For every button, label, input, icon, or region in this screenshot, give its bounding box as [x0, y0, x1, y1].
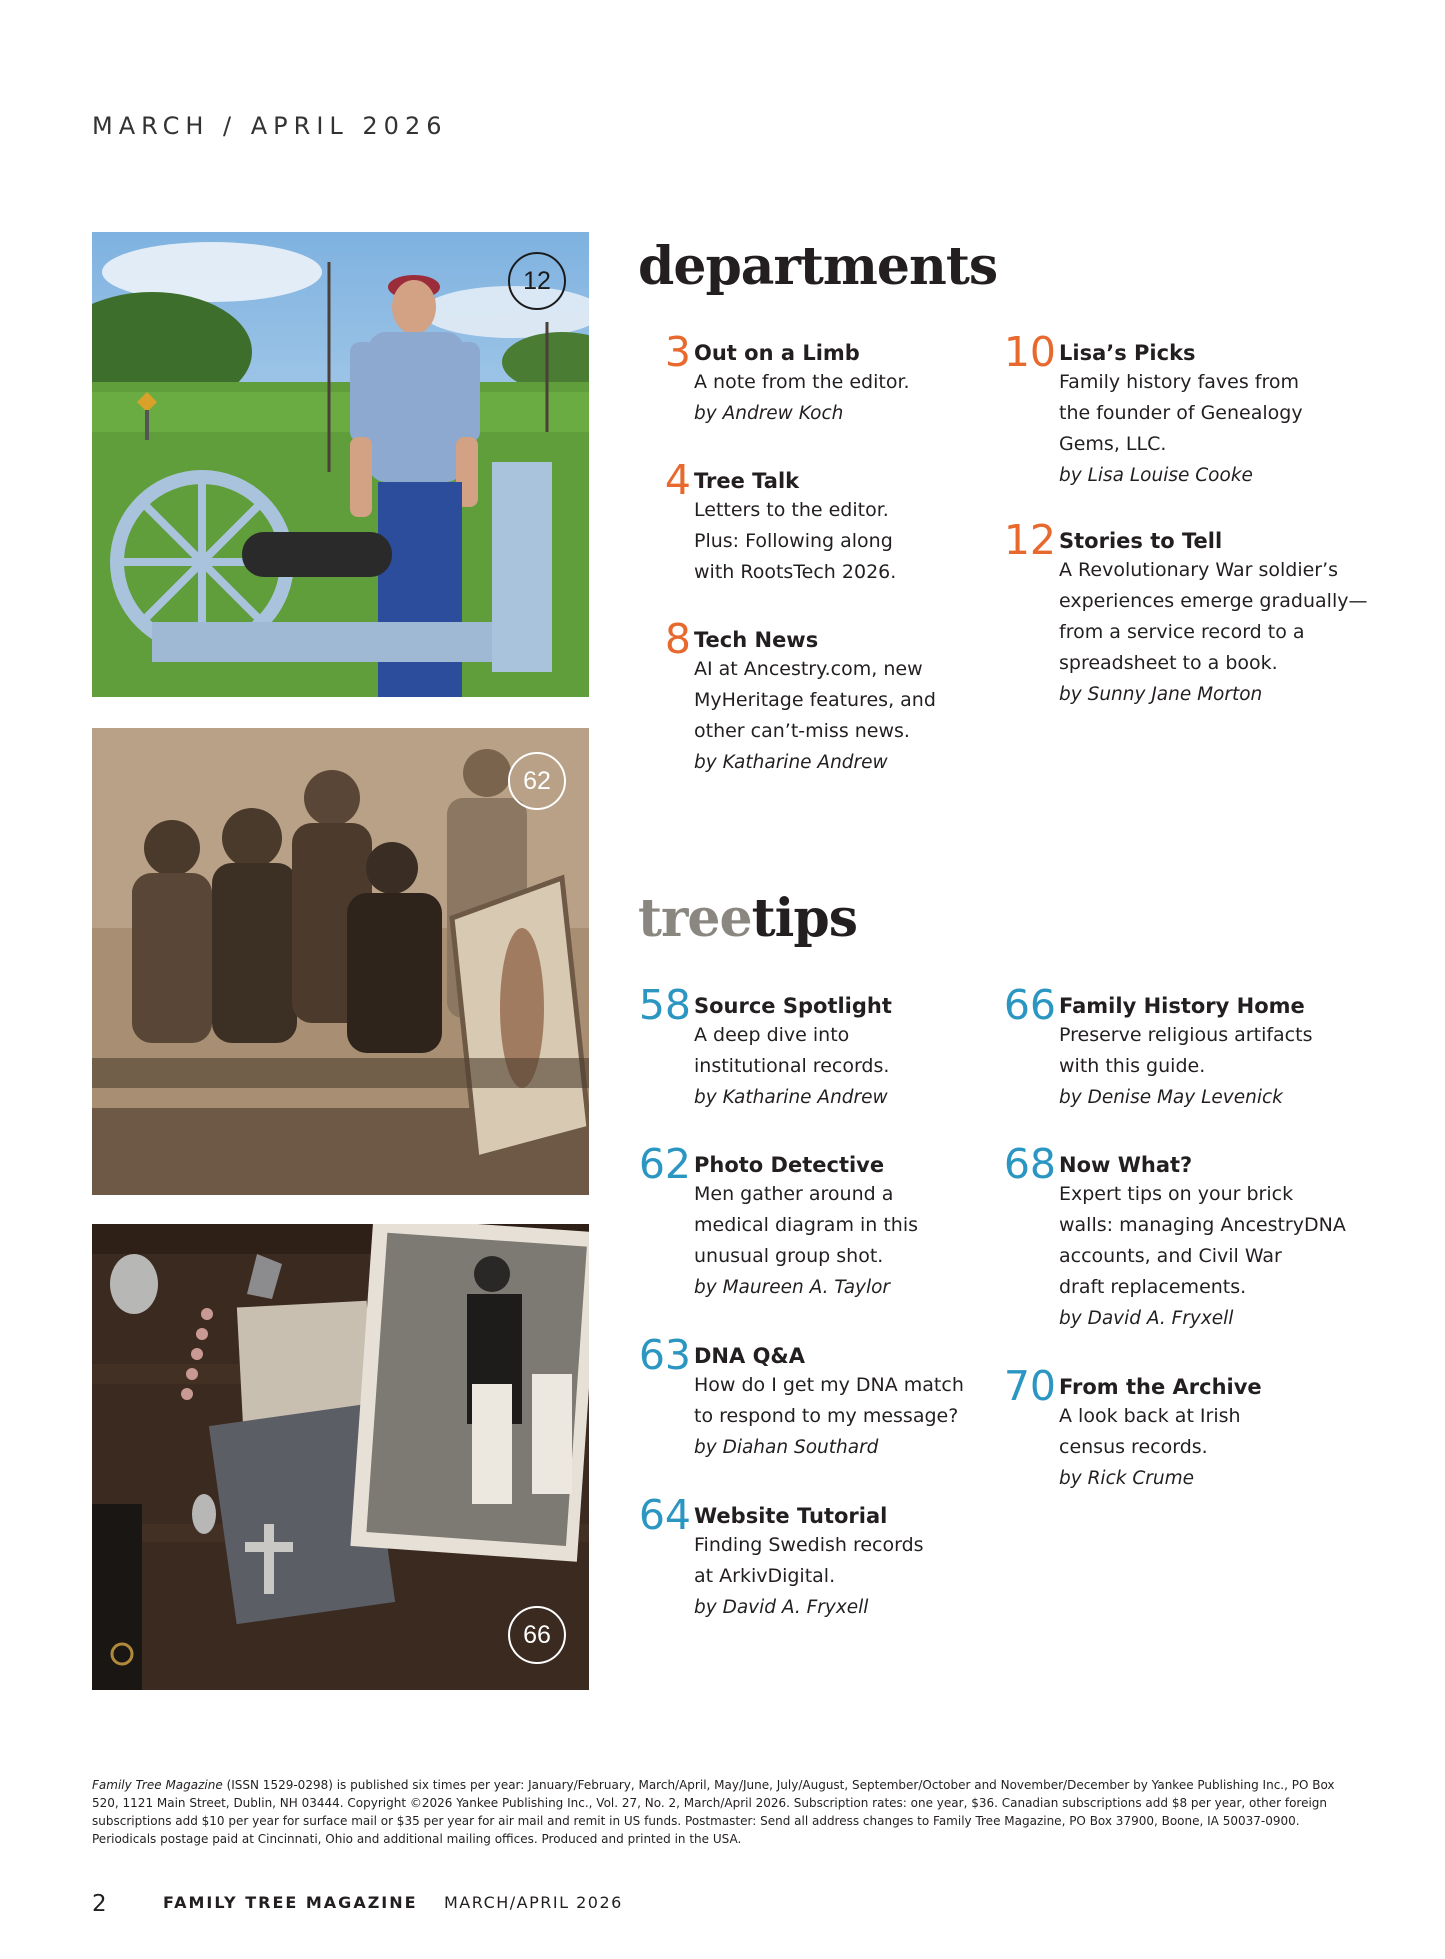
page-badge-62: 62: [508, 752, 566, 810]
entry-page-number: 3: [664, 328, 691, 376]
entry-page-number: 8: [664, 615, 691, 663]
entry-description-line: Gems, LLC.: [1059, 433, 1167, 455]
tips-entry[interactable]: [638, 1140, 1024, 1303]
entry-byline: by Katharine Andrew: [694, 1087, 888, 1108]
page-badge-66: 66: [508, 1606, 566, 1664]
entry-title: Website Tutorial: [694, 1504, 888, 1528]
entry-title: Stories to Tell: [1059, 529, 1223, 553]
religious-artifacts-photo: [92, 1224, 589, 1690]
entry-byline: by Diahan Southard: [694, 1437, 879, 1458]
entry-description-line: accounts, and Civil War: [1059, 1245, 1282, 1267]
vintage-group-photo: [92, 728, 589, 1195]
entry-title: Now What?: [1059, 1153, 1193, 1177]
entry-description-line: Expert tips on your brick: [1059, 1183, 1294, 1205]
entry-byline: by Katharine Andrew: [694, 752, 888, 773]
issue-date: MARCH / APRIL 2026: [92, 112, 448, 140]
entry-page-number: 70: [1003, 1362, 1056, 1410]
tips-entry[interactable]: [1003, 1140, 1389, 1334]
entry-page-number: 12: [1003, 516, 1056, 564]
entry-title: Family History Home: [1059, 994, 1305, 1018]
entry-byline: by Sunny Jane Morton: [1059, 684, 1263, 705]
tips-entry[interactable]: [638, 1331, 1024, 1463]
page-badge-12: 12: [508, 252, 566, 310]
entry-title: Photo Detective: [694, 1153, 885, 1177]
dept-entry[interactable]: [664, 328, 1024, 429]
entry-page-number: 66: [1003, 981, 1056, 1029]
dept-entry[interactable]: [1003, 328, 1389, 491]
cannon-soldier-photo: [92, 232, 589, 697]
entry-description-line: institutional records.: [694, 1055, 890, 1077]
entry-page-number: 4: [664, 456, 691, 504]
entry-page-number: 58: [638, 981, 691, 1029]
entry-title: Tree Talk: [694, 469, 800, 493]
entry-byline: by Denise May Levenick: [1059, 1087, 1283, 1108]
entry-description-line: MyHeritage features, and: [694, 689, 936, 711]
entry-description-line: to respond to my message?: [694, 1405, 959, 1427]
entry-description-line: A note from the editor.: [694, 371, 910, 393]
entry-description-line: draft replacements.: [1059, 1276, 1247, 1298]
entry-description-line: other can’t-miss news.: [694, 720, 910, 742]
entry-title: Out on a Limb: [694, 341, 860, 365]
entry-description-line: Finding Swedish records: [694, 1534, 924, 1556]
treetips-heading: [638, 888, 857, 949]
entry-byline: by David A. Fryxell: [694, 1597, 869, 1618]
entry-description-line: from a service record to a: [1059, 621, 1305, 643]
entry-page-number: 63: [638, 1331, 691, 1379]
entry-title: From the Archive: [1059, 1375, 1262, 1399]
entry-description-line: Letters to the editor.: [694, 499, 889, 521]
entry-title: DNA Q&A: [694, 1344, 805, 1368]
entry-description-line: How do I get my DNA match: [694, 1374, 964, 1396]
entry-description-line: at ArkivDigital.: [694, 1565, 836, 1587]
entry-page-number: 68: [1003, 1140, 1056, 1188]
entry-page-number: 10: [1003, 328, 1056, 376]
entry-description-line: Plus: Following along: [694, 530, 893, 552]
legal-text: (ISSN 1529-0298) is published six times per year: January/February, March/April, May/June, July/August, September/October and November/December by Yankee Publishing Inc., PO Box 520, 1121 Main Street, Dublin, NH 03444. Copyright ©2026 Yankee Publishing Inc., Vol. 27, No. 2, March/April 2026. Subscription rates: one year, $36. Canadian subscriptions add $8 per year, other foreign subscriptions add $10 per year for surface mail or $35 per year for air mail and remit in US funds. Postmaster: Send all address changes to Family Tree Magazine, PO Box 37900, Boone, IA 50037-0900. Periodicals postage paid at Cincinnati, Ohio and additional mailing offices. Produced and printed in the USA.: [92, 1778, 1335, 1846]
entry-description-line: AI at Ancestry.com, new: [694, 658, 923, 680]
entry-description-line: Men gather around a: [694, 1183, 894, 1205]
publication-notice: [92, 1776, 1354, 1848]
tips-entry[interactable]: [1003, 1362, 1389, 1494]
dept-entry[interactable]: [1003, 516, 1389, 710]
entry-description-line: spreadsheet to a book.: [1059, 652, 1278, 674]
entry-title: Tech News: [694, 628, 819, 652]
departments-heading: departments: [638, 236, 998, 297]
tips-entry[interactable]: [1003, 981, 1389, 1113]
entry-page-number: 62: [638, 1140, 691, 1188]
footer-magazine-name: FAMILY TREE MAGAZINE: [163, 1893, 418, 1912]
treetips-heading-tips: tips: [751, 888, 858, 949]
entry-title: Source Spotlight: [694, 994, 892, 1018]
entry-description-line: unusual group shot.: [694, 1245, 884, 1267]
entry-description-line: with this guide.: [1059, 1055, 1206, 1077]
entry-byline: by Rick Crume: [1059, 1468, 1194, 1489]
entry-byline: by Maureen A. Taylor: [694, 1277, 891, 1298]
tips-entry[interactable]: [638, 981, 1024, 1113]
footer-issue-date: MARCH/APRIL 2026: [444, 1893, 623, 1912]
treetips-heading-tree: tree: [638, 888, 752, 949]
entry-description-line: medical diagram in this: [694, 1214, 919, 1236]
entry-description-line: the founder of Genealogy: [1059, 402, 1303, 424]
entry-description-line: Preserve religious artifacts: [1059, 1024, 1313, 1046]
entry-description-line: experiences emerge gradually—: [1059, 590, 1368, 612]
entry-title: Lisa’s Picks: [1059, 341, 1196, 365]
entry-description-line: A look back at Irish: [1059, 1405, 1241, 1427]
entry-byline: by Andrew Koch: [694, 403, 844, 424]
entry-description-line: census records.: [1059, 1436, 1208, 1458]
tips-entry[interactable]: [638, 1491, 1024, 1623]
entry-description-line: with RootsTech 2026.: [694, 561, 897, 583]
entry-description-line: walls: managing AncestryDNA: [1059, 1214, 1346, 1236]
entry-description-line: Family history faves from: [1059, 371, 1299, 393]
dept-entry[interactable]: [664, 615, 1024, 778]
entry-description-line: A deep dive into: [694, 1024, 850, 1046]
legal-magazine-name: Family Tree Magazine: [92, 1778, 223, 1792]
entry-description-line: A Revolutionary War soldier’s: [1059, 559, 1339, 581]
entry-byline: by David A. Fryxell: [1059, 1308, 1234, 1329]
page-number: 2: [92, 1891, 107, 1917]
entry-byline: by Lisa Louise Cooke: [1059, 465, 1253, 486]
dept-entry[interactable]: [664, 456, 1024, 588]
entry-page-number: 64: [638, 1491, 691, 1539]
